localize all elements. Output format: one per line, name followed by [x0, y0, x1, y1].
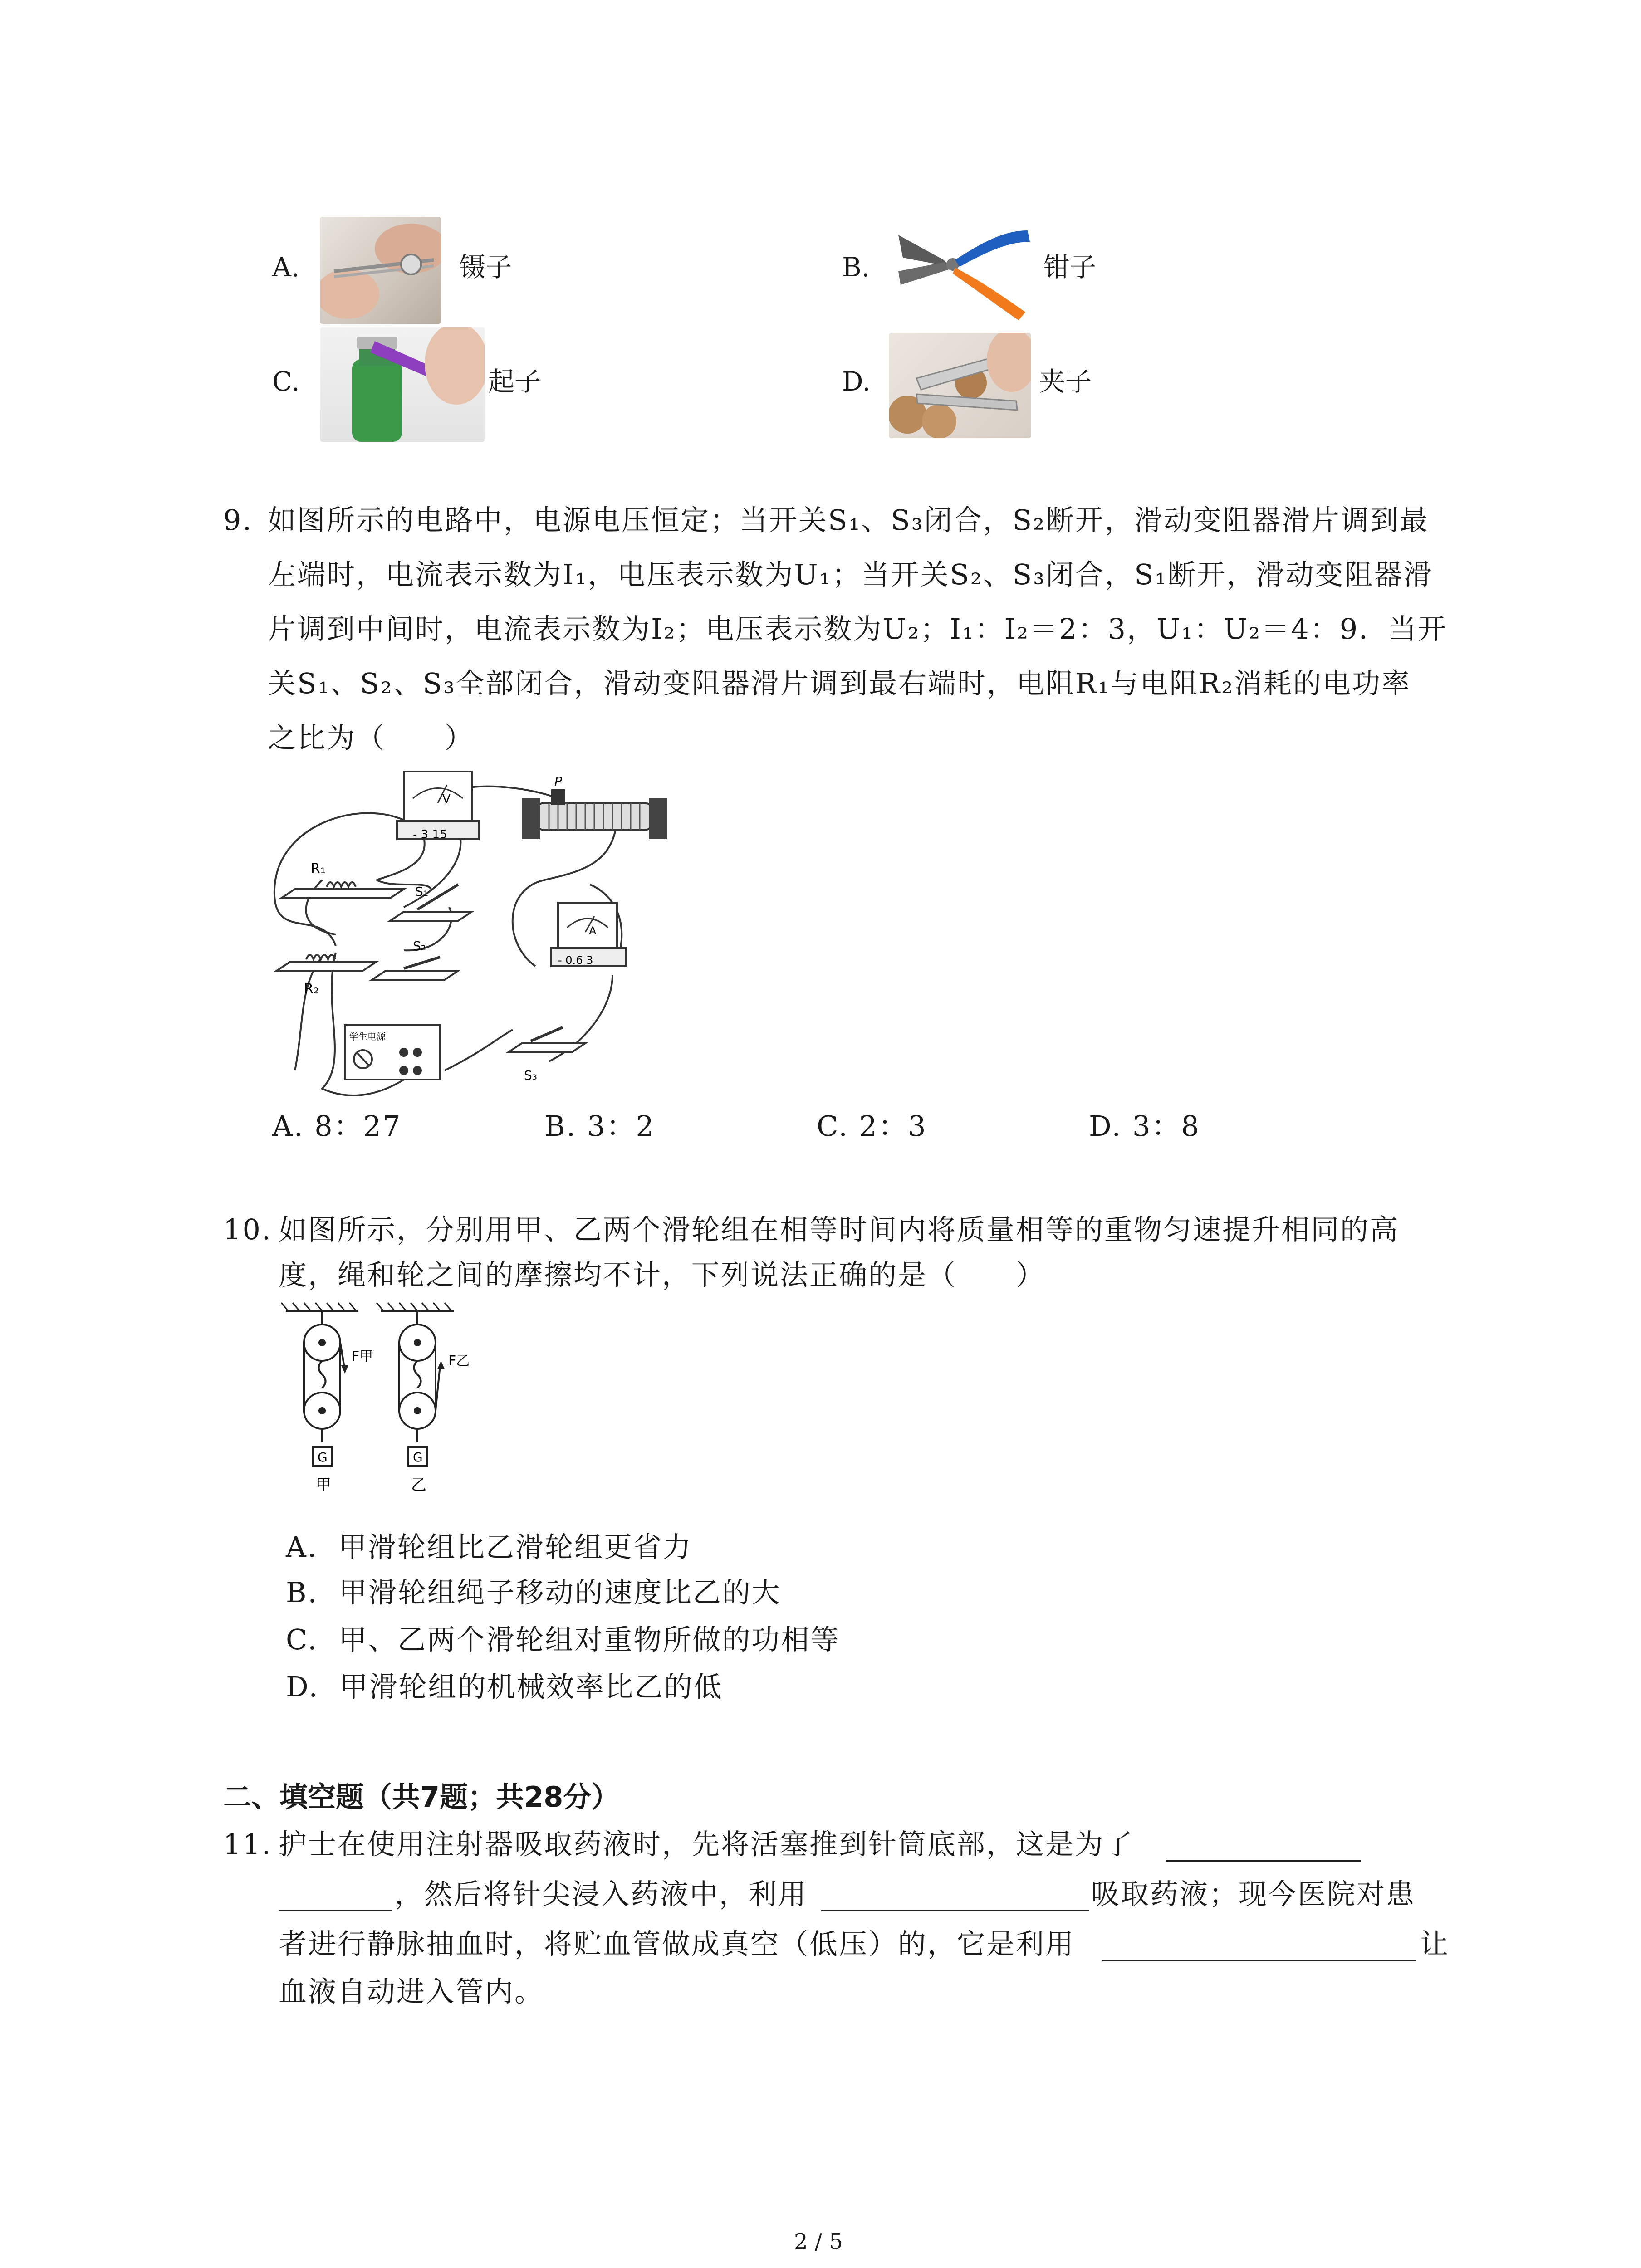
q8-option-a-label: 镊子	[459, 252, 512, 283]
s3-label: S₃	[524, 1068, 537, 1083]
ammeter-label: A	[589, 924, 597, 937]
rheostat-icon	[522, 774, 667, 839]
q9-option-d: D. 3：8	[1089, 1110, 1200, 1143]
weight-jia-label: G	[318, 1450, 328, 1465]
q11-line-4: 血液自动进入管内。	[279, 1975, 544, 2008]
rheostat-p-label: P	[554, 774, 562, 789]
power-supply-label: 学生电源	[349, 1031, 386, 1042]
page-number: 2 / 5	[794, 2229, 843, 2254]
s2-label: S₂	[413, 938, 426, 953]
q8-option-c-letter: C.	[272, 366, 300, 397]
q9-line-5: 之比为（ ）	[268, 721, 475, 754]
weight-yi-label: G	[413, 1450, 423, 1465]
circuit-diagram	[268, 771, 685, 1107]
pliers-photo-icon	[889, 217, 1037, 324]
q8-option-d-letter: D.	[842, 366, 871, 397]
voltmeter-icon	[397, 771, 479, 841]
q11-blank-1b[interactable]	[279, 1885, 392, 1911]
q11-line-3a: 者进行静脉抽血时，将贮血管做成真空（低压）的，它是利用	[279, 1927, 1075, 1960]
q11-number: 11.	[223, 1828, 272, 1861]
q8-option-a-letter: A.	[272, 252, 300, 283]
s1-label: S₁	[415, 884, 428, 899]
q11-blank-2[interactable]	[821, 1885, 1089, 1911]
q11-line-2b: 吸取药液；现今医院对患	[1091, 1877, 1416, 1911]
voltmeter-scale-label: - 3 15	[413, 828, 447, 841]
bottle-opener-photo-icon	[320, 327, 485, 442]
q11-blank-1a[interactable]	[1166, 1835, 1361, 1862]
q8-option-b-letter: B.	[842, 252, 870, 283]
ammeter-icon	[551, 903, 626, 967]
switch-s3-icon	[508, 1027, 585, 1083]
q10-number: 10.	[223, 1213, 272, 1246]
voltmeter-label: V	[442, 792, 451, 806]
q9-line-3: 片调到中间时，电流表示数为I₂；电压表示数为U₂；I₁：I₂＝2：3，U₁：U₂＝4：9．当开	[268, 612, 1448, 645]
resistor-r1-icon	[281, 861, 404, 898]
q8-option-c-label: 起子	[488, 366, 541, 397]
q11-line-3b: 让	[1420, 1927, 1450, 1960]
switch-s2-icon	[372, 938, 458, 980]
resistor-r2-icon	[277, 955, 377, 997]
q10-option-a: A. 甲滑轮组比乙滑轮组更省力	[286, 1530, 692, 1564]
q11-line-1: 护士在使用注射器吸取药液时，先将活塞推到针筒底部，这是为了	[279, 1828, 1134, 1861]
q11-blank-3[interactable]	[1102, 1935, 1416, 1961]
tweezers-photo-icon	[320, 217, 441, 324]
f-yi-label: F乙	[448, 1353, 470, 1369]
pulley-diagram	[277, 1297, 504, 1524]
section-2-title: 二、填空题（共7题；共28分）	[223, 1780, 620, 1813]
r1-label: R₁	[311, 861, 326, 877]
q9-option-c: C. 2：3	[817, 1110, 927, 1143]
r2-label: R₂	[304, 981, 319, 997]
power-supply-icon	[345, 1025, 440, 1080]
ammeter-scale-label: - 0.6 3	[558, 954, 593, 967]
f-jia-label: F甲	[352, 1349, 373, 1364]
jia-label: 甲	[316, 1476, 331, 1494]
q9-line-2: 左端时，电流表示数为I₁，电压表示数为U₁；当开关S₂、S₃闭合，S₁断开，滑动变阻器滑	[268, 558, 1433, 591]
q9-number: 9.	[223, 503, 253, 537]
q10-option-c: C. 甲、乙两个滑轮组对重物所做的功相等	[286, 1623, 840, 1656]
q9-line-4: 关S₁、S₂、S₃全部闭合，滑动变阻器滑片调到最右端时，电阻R₁与电阻R₂消耗的电功率	[268, 667, 1411, 700]
q10-option-b: B. 甲滑轮组绳子移动的速度比乙的大	[286, 1576, 781, 1609]
q9-option-b: B. 3：2	[544, 1110, 655, 1143]
q8-option-d-label: 夹子	[1039, 366, 1092, 397]
q10-line-1: 如图所示，分别用甲、乙两个滑轮组在相等时间内将质量相等的重物匀速提升相同的高	[279, 1213, 1400, 1246]
q9-line-1: 如图所示的电路中，电源电压恒定；当开关S₁、S₃闭合，S₂断开，滑动变阻器滑片调到最	[268, 503, 1429, 537]
q8-option-b-label: 钳子	[1043, 252, 1097, 283]
q9-option-a: A. 8：27	[272, 1110, 402, 1143]
q11-line-2a: ，然后将针尖浸入药液中，利用	[395, 1877, 808, 1911]
q10-line-2: 度，绳和轮之间的摩擦均不计，下列说法正确的是（ ）	[279, 1258, 1046, 1291]
nutcracker-photo-icon	[889, 333, 1031, 438]
q10-option-d: D. 甲滑轮组的机械效率比乙的低	[286, 1670, 723, 1703]
yi-label: 乙	[411, 1476, 426, 1494]
